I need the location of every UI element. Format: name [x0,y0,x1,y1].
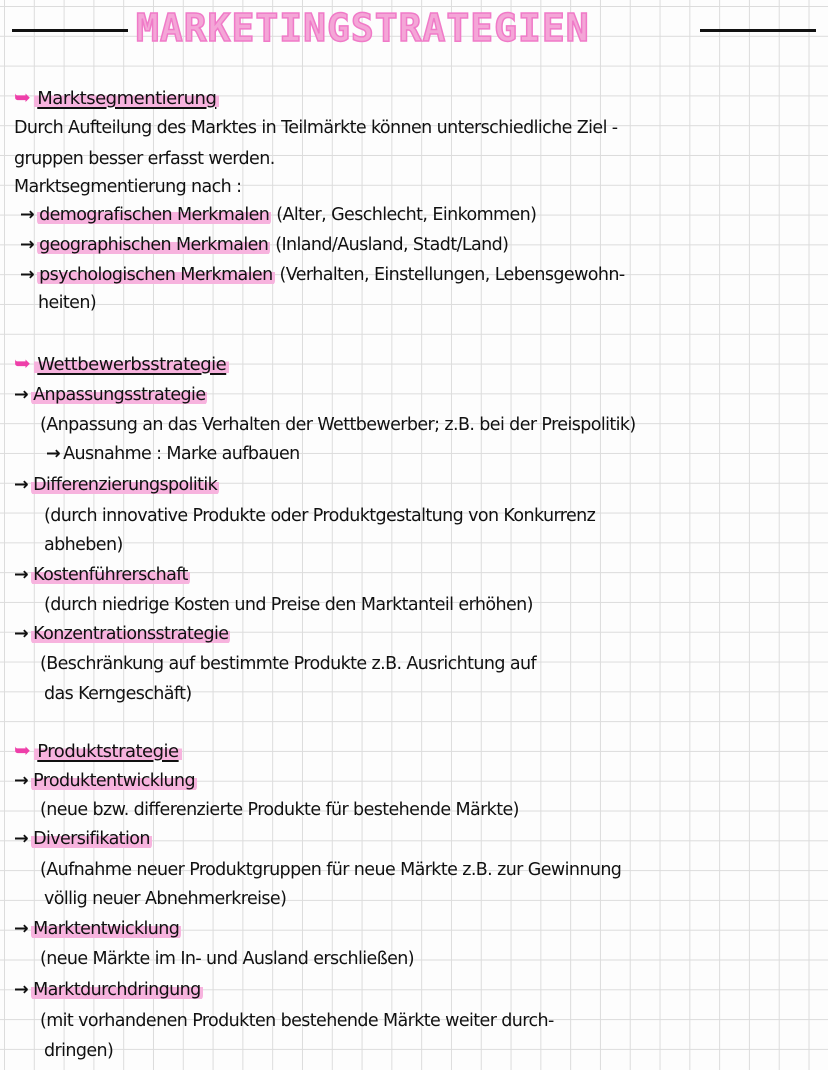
heading-text: Wettbewerbsstrategie [34,354,229,375]
arrow-bullet-icon: → [20,265,35,285]
text-line: das Kerngeschäft) [44,684,192,704]
text-line: (durch niedrige Kosten und Preise den Marktanteil erhöhen) [44,595,533,615]
arrow-bullet-icon: → [14,829,29,849]
bullet-item [14,474,219,496]
highlighted-term: Marktentwicklung [33,919,180,939]
arrow-bullet-icon: → [20,205,35,225]
bullet-detail: (Alter, Geschlecht, Einkommen) [271,205,537,225]
pink-arrow-icon: ➥ [14,351,31,375]
bullet-item [20,264,625,286]
title-rule-right [700,29,816,32]
bullet-detail: (Inland/Ausland, Stadt/Land) [270,235,509,255]
section-heading-marktsegmentierung [14,86,219,110]
highlighted-term: Produktentwicklung [33,771,196,791]
pink-arrow-icon: ➥ [14,738,31,762]
text-line: (Aufnahme neuer Produktgruppen für neue Märkte z.B. zur Gewinnung [40,860,622,880]
text-line: (durch innovative Produkte oder Produktgestaltung von Konkurrenz [44,506,596,526]
title-bar [0,4,828,52]
highlighted-term: Anpassungsstrategie [33,385,206,405]
bullet-detail: (Verhalten, Einstellungen, Lebensgewohn- [274,265,625,285]
bullet-item [20,234,508,256]
bullet-detail: Ausnahme : Marke aufbauen [63,444,300,464]
bullet-item [14,979,203,1001]
text-line: völlig neuer Abnehmerkreise) [44,889,287,909]
bullet-item [14,828,152,850]
highlighted-term: Kostenführerschaft [33,565,188,585]
page-title: MARKETINGSTRATEGIEN [136,6,590,50]
text-line: heiten) [38,293,97,313]
arrow-bullet-icon: → [46,444,61,464]
highlighted-term: Diversifikation [33,829,150,849]
arrow-bullet-icon: → [14,771,29,791]
arrow-bullet-icon: → [14,385,29,405]
bullet-item [20,204,536,226]
bullet-item [14,623,230,645]
pink-arrow-icon: ➥ [14,85,31,109]
highlighted-term: demografischen Merkmalen [39,205,270,225]
bullet-item [46,443,300,465]
bullet-item [14,918,181,940]
arrow-bullet-icon: → [14,980,29,1000]
arrow-bullet-icon: → [14,624,29,644]
arrow-bullet-icon: → [14,565,29,585]
heading-text: Produktstrategie [34,741,181,762]
text-line: (neue bzw. differenzierte Produkte für bestehende Märkte) [40,800,519,820]
bullet-item [14,564,190,586]
highlighted-term: Konzentrationsstrategie [33,624,229,644]
heading-text: Marktsegmentierung [34,88,219,109]
section-heading-wettbewerbsstrategie [14,352,229,376]
title-rule-left [12,29,128,32]
highlighted-term: psychologischen Merkmalen [39,265,273,285]
text-line: abheben) [44,535,123,555]
bullet-item [14,384,207,406]
text-line: (Anpassung an das Verhalten der Wettbewerber; z.B. bei der Preispolitik) [40,415,636,435]
text-line: Durch Aufteilung des Marktes in Teilmärkte können unterschiedliche Ziel - [14,118,618,138]
highlighted-term: Marktdurchdringung [33,980,201,1000]
section-heading-produktstrategie [14,739,182,763]
text-line: Marktsegmentierung nach : [14,177,242,197]
highlighted-term: Differenzierungspolitik [33,475,218,495]
text-line: (Beschränkung auf bestimmte Produkte z.B. Ausrichtung auf [40,654,537,674]
arrow-bullet-icon: → [14,475,29,495]
arrow-bullet-icon: → [14,919,29,939]
text-line: (neue Märkte im In- und Ausland erschließen) [40,949,415,969]
text-line: gruppen besser erfasst werden. [14,149,275,169]
text-line: (mit vorhandenen Produkten bestehende Märkte weiter durch- [40,1011,554,1031]
bullet-item [14,770,197,792]
arrow-bullet-icon: → [20,235,35,255]
highlighted-term: geographischen Merkmalen [39,235,269,255]
text-line: dringen) [44,1041,114,1061]
